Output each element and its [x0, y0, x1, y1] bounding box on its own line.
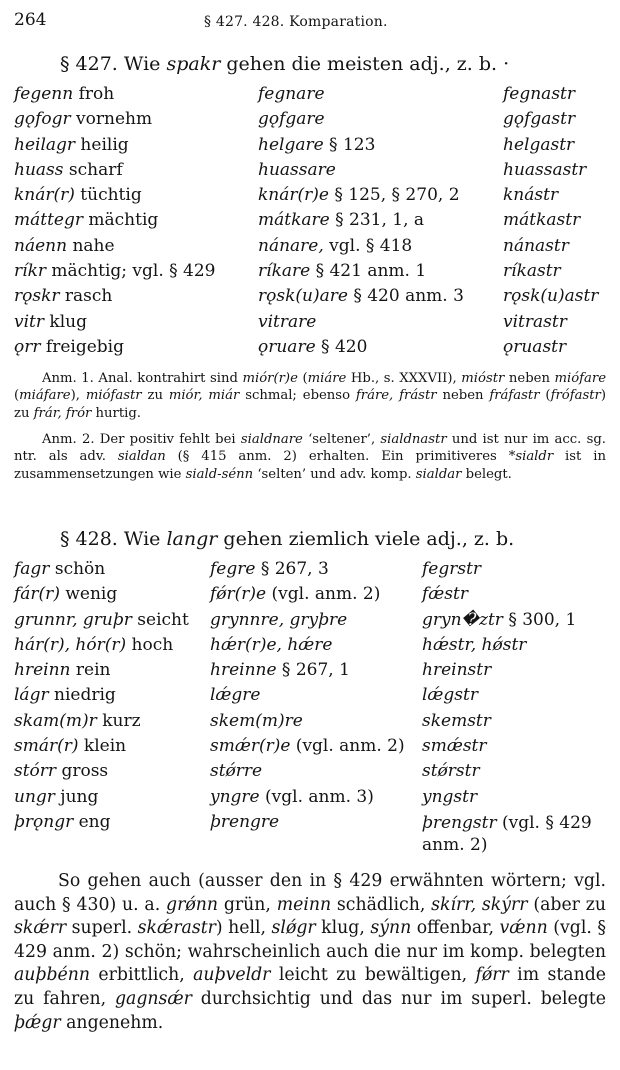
- gloss: tüchtig: [74, 185, 142, 206]
- table-row: [14, 635, 614, 660]
- comparative: huassare: [258, 159, 336, 180]
- running-title: § 427. 428. Komparation.: [204, 14, 388, 30]
- superlative: ǫruastr: [503, 336, 567, 357]
- reference: § 420: [315, 336, 368, 357]
- reference: § 421 anm. 1: [310, 261, 427, 282]
- gloss: hoch: [126, 634, 174, 655]
- superlative: fegrstr: [422, 559, 482, 579]
- page-header: [14, 10, 606, 34]
- superlative: fǽstr: [422, 584, 468, 605]
- gloss: gross: [56, 761, 109, 782]
- comparative: smǽr(r)e: [210, 736, 291, 757]
- table-row: [14, 761, 614, 786]
- adjective: þrǫngr: [14, 811, 74, 832]
- gloss: nahe: [67, 235, 115, 256]
- adjective: ǫrr: [14, 336, 41, 357]
- superlative: nánastr: [503, 235, 569, 256]
- superlative: rǫsk(u)astr: [503, 286, 599, 307]
- table-row: [14, 711, 614, 736]
- reference: (vgl. anm. 2): [290, 736, 405, 757]
- comparative: yngre: [210, 786, 260, 807]
- note-1: Anm. 1. Anal. kontrahirt sind miór(r)e (miáre Hb., s. XXXVII), mióstr neben miófare (miáfare), miófastr zu miór, miár schmal; ebenso fráre, frástr neben fráfastr (frófastr) zu frár, frór hurtig.: [14, 371, 607, 421]
- table-row: [14, 286, 614, 311]
- table-row: [14, 109, 614, 134]
- comparative: fǿr(r)e: [210, 584, 267, 605]
- table-row: [14, 685, 614, 710]
- gloss: eng: [73, 811, 111, 832]
- superlative: gryn�ztr: [422, 609, 503, 630]
- adjective: lágr: [14, 685, 49, 706]
- gloss: seicht: [131, 609, 189, 630]
- comparative: stǿrre: [210, 761, 263, 782]
- table-row: [14, 261, 614, 286]
- table-row: [14, 236, 614, 261]
- reference: § 267, 1: [276, 660, 350, 681]
- comparative: fegre: [210, 559, 256, 579]
- comparative: vitrare: [258, 311, 317, 332]
- reference: § 420 anm. 3: [347, 286, 464, 307]
- table-row: [14, 312, 614, 337]
- superlative: knástr: [503, 185, 559, 206]
- gloss: vornehm: [70, 109, 153, 130]
- gloss: klein: [78, 736, 127, 757]
- superlative: ríkastr: [503, 261, 561, 282]
- table-row: [14, 185, 614, 210]
- comparative: ǫruare: [258, 336, 316, 357]
- adjective: stórr: [14, 761, 57, 782]
- comparative: fegnare: [258, 84, 325, 104]
- adjective: heilagr: [14, 134, 76, 155]
- adjective: gǫfogr: [14, 109, 71, 130]
- model-word: spakr: [166, 53, 221, 75]
- comparison-table-427: [14, 84, 614, 362]
- gloss: niedrig: [48, 685, 116, 706]
- gloss: freigebig: [40, 336, 124, 357]
- table-row: [14, 610, 614, 635]
- adjective: fegenn: [14, 84, 74, 104]
- comparative: hreinne: [210, 660, 277, 681]
- comparative: gǫfgare: [258, 109, 325, 130]
- comparative: helgare: [258, 134, 324, 155]
- comparative: lǽgre: [210, 685, 261, 706]
- superlative: hreinstr: [422, 660, 492, 681]
- note-2: Anm. 2. Der positiv fehlt bei sialdnare ‘seltener’, sialdnastr und ist nur im acc. sg. ntr. als adv. sialdan (§ 415 anm. 2) erhalten. Ein primitiveres *sialdr ist in zusammensetzungen wie siald-sénn ‘selten’ und adv. komp. sialdar belegt.: [14, 432, 606, 482]
- gloss: kurz: [96, 710, 141, 731]
- superlative: huassastr: [503, 159, 587, 180]
- gloss: heilig: [75, 134, 129, 155]
- table-row: [14, 337, 614, 362]
- reference: (vgl. § 429 anm. 2): [422, 812, 592, 855]
- gloss: schön: [49, 559, 106, 579]
- reference: (vgl. anm. 2): [266, 584, 381, 605]
- closing-paragraph: So gehen auch (ausser den in § 429 erwähnten wörtern; vgl. auch § 430) u. a. grǿnn grün, meinn schädlich, skírr, skýrr (aber zu skǽrr superl. skǽrastr) hell, slǿgr klug, sýnn offenbar, vǽnn (vgl. § 429 anm. 2) schön; wahrscheinlich auch die nur im komp. belegten auþbénn erbittlich, auþveldr leicht zu bewältigen, fǿrr im stande zu fahren, gagnsǽr durchsichtig und das nur im superl. belegte þǽgr angenehm.: [14, 871, 606, 1033]
- superlative: hǽstr, hǿstr: [422, 634, 527, 655]
- gloss: jung: [54, 786, 99, 807]
- superlative: stǿrstr: [422, 761, 480, 782]
- adjective: hár(r), hór(r): [14, 634, 127, 655]
- adjective: skam(m)r: [14, 710, 97, 731]
- superlative: helgastr: [503, 134, 575, 155]
- table-row: [14, 210, 614, 235]
- comparative: ríkare: [258, 261, 311, 282]
- comparative: þrengre: [210, 811, 280, 832]
- adjective: huass: [14, 159, 64, 180]
- adjective: ungr: [14, 786, 55, 807]
- model-word: langr: [166, 528, 218, 550]
- adjective: máttegr: [14, 210, 83, 231]
- reference: vgl. § 418: [323, 235, 413, 256]
- table-row: [14, 787, 614, 812]
- section-428-heading: § 428. Wie langr gehen ziemlich viele adj., z. b.: [60, 528, 515, 550]
- reference: § 231, 1, a: [329, 210, 425, 231]
- table-row: [14, 559, 614, 584]
- table-row: [14, 812, 614, 858]
- comparison-table-428: [14, 559, 614, 858]
- comparative: rǫsk(u)are: [258, 286, 348, 307]
- gloss: klug: [44, 311, 87, 332]
- reference: § 123: [323, 134, 376, 155]
- gloss: mächtig; vgl. § 429: [46, 261, 216, 282]
- reference: § 267, 3: [255, 559, 329, 579]
- reference: (vgl. anm. 3): [259, 786, 374, 807]
- superlative: lǽgstr: [422, 685, 478, 706]
- adjective: hreinn: [14, 660, 71, 681]
- page-number: 264: [14, 10, 47, 30]
- superlative: þrengstr: [422, 812, 497, 833]
- gloss: mächtig: [83, 210, 159, 231]
- table-row: [14, 160, 614, 185]
- superlative: fegnastr: [503, 84, 576, 104]
- gloss: wenig: [59, 584, 118, 605]
- reference: § 300, 1: [502, 609, 577, 630]
- table-row: [14, 84, 614, 109]
- superlative: gǫfgastr: [503, 109, 576, 130]
- table-row: [14, 584, 614, 609]
- adjective: rǫskr: [14, 286, 60, 307]
- table-row: [14, 736, 614, 761]
- gloss: scharf: [63, 159, 123, 180]
- adjective: vitr: [14, 311, 44, 332]
- comparative: hǽr(r)e, hǽre: [210, 634, 333, 655]
- table-row: [14, 660, 614, 685]
- adjective: ríkr: [14, 261, 46, 282]
- gloss: froh: [73, 84, 115, 104]
- gloss: rein: [70, 660, 111, 681]
- comparative: grynnre, gryþre: [210, 609, 348, 630]
- superlative: vitrastr: [503, 311, 567, 332]
- superlative: yngstr: [422, 786, 478, 807]
- gloss: rasch: [59, 286, 113, 307]
- adjective: grunnr, gruþr: [14, 609, 132, 630]
- reference: § 125, § 270, 2: [328, 185, 460, 206]
- comparative: knár(r)e: [258, 185, 329, 206]
- comparative: nánare,: [258, 235, 324, 256]
- adjective: fár(r): [14, 584, 60, 605]
- adjective: náenn: [14, 235, 68, 256]
- comparative: mátkare: [258, 210, 330, 231]
- table-row: [14, 135, 614, 160]
- superlative: skemstr: [422, 710, 491, 731]
- adjective: knár(r): [14, 185, 75, 206]
- superlative: smǽstr: [422, 736, 487, 757]
- comparative: skem(m)re: [210, 710, 303, 731]
- adjective: smár(r): [14, 736, 79, 757]
- adjective: fagr: [14, 559, 50, 579]
- superlative: mátkastr: [503, 210, 581, 231]
- section-427-heading: § 427. Wie spakr gehen die meisten adj., z. b. ·: [60, 53, 510, 75]
